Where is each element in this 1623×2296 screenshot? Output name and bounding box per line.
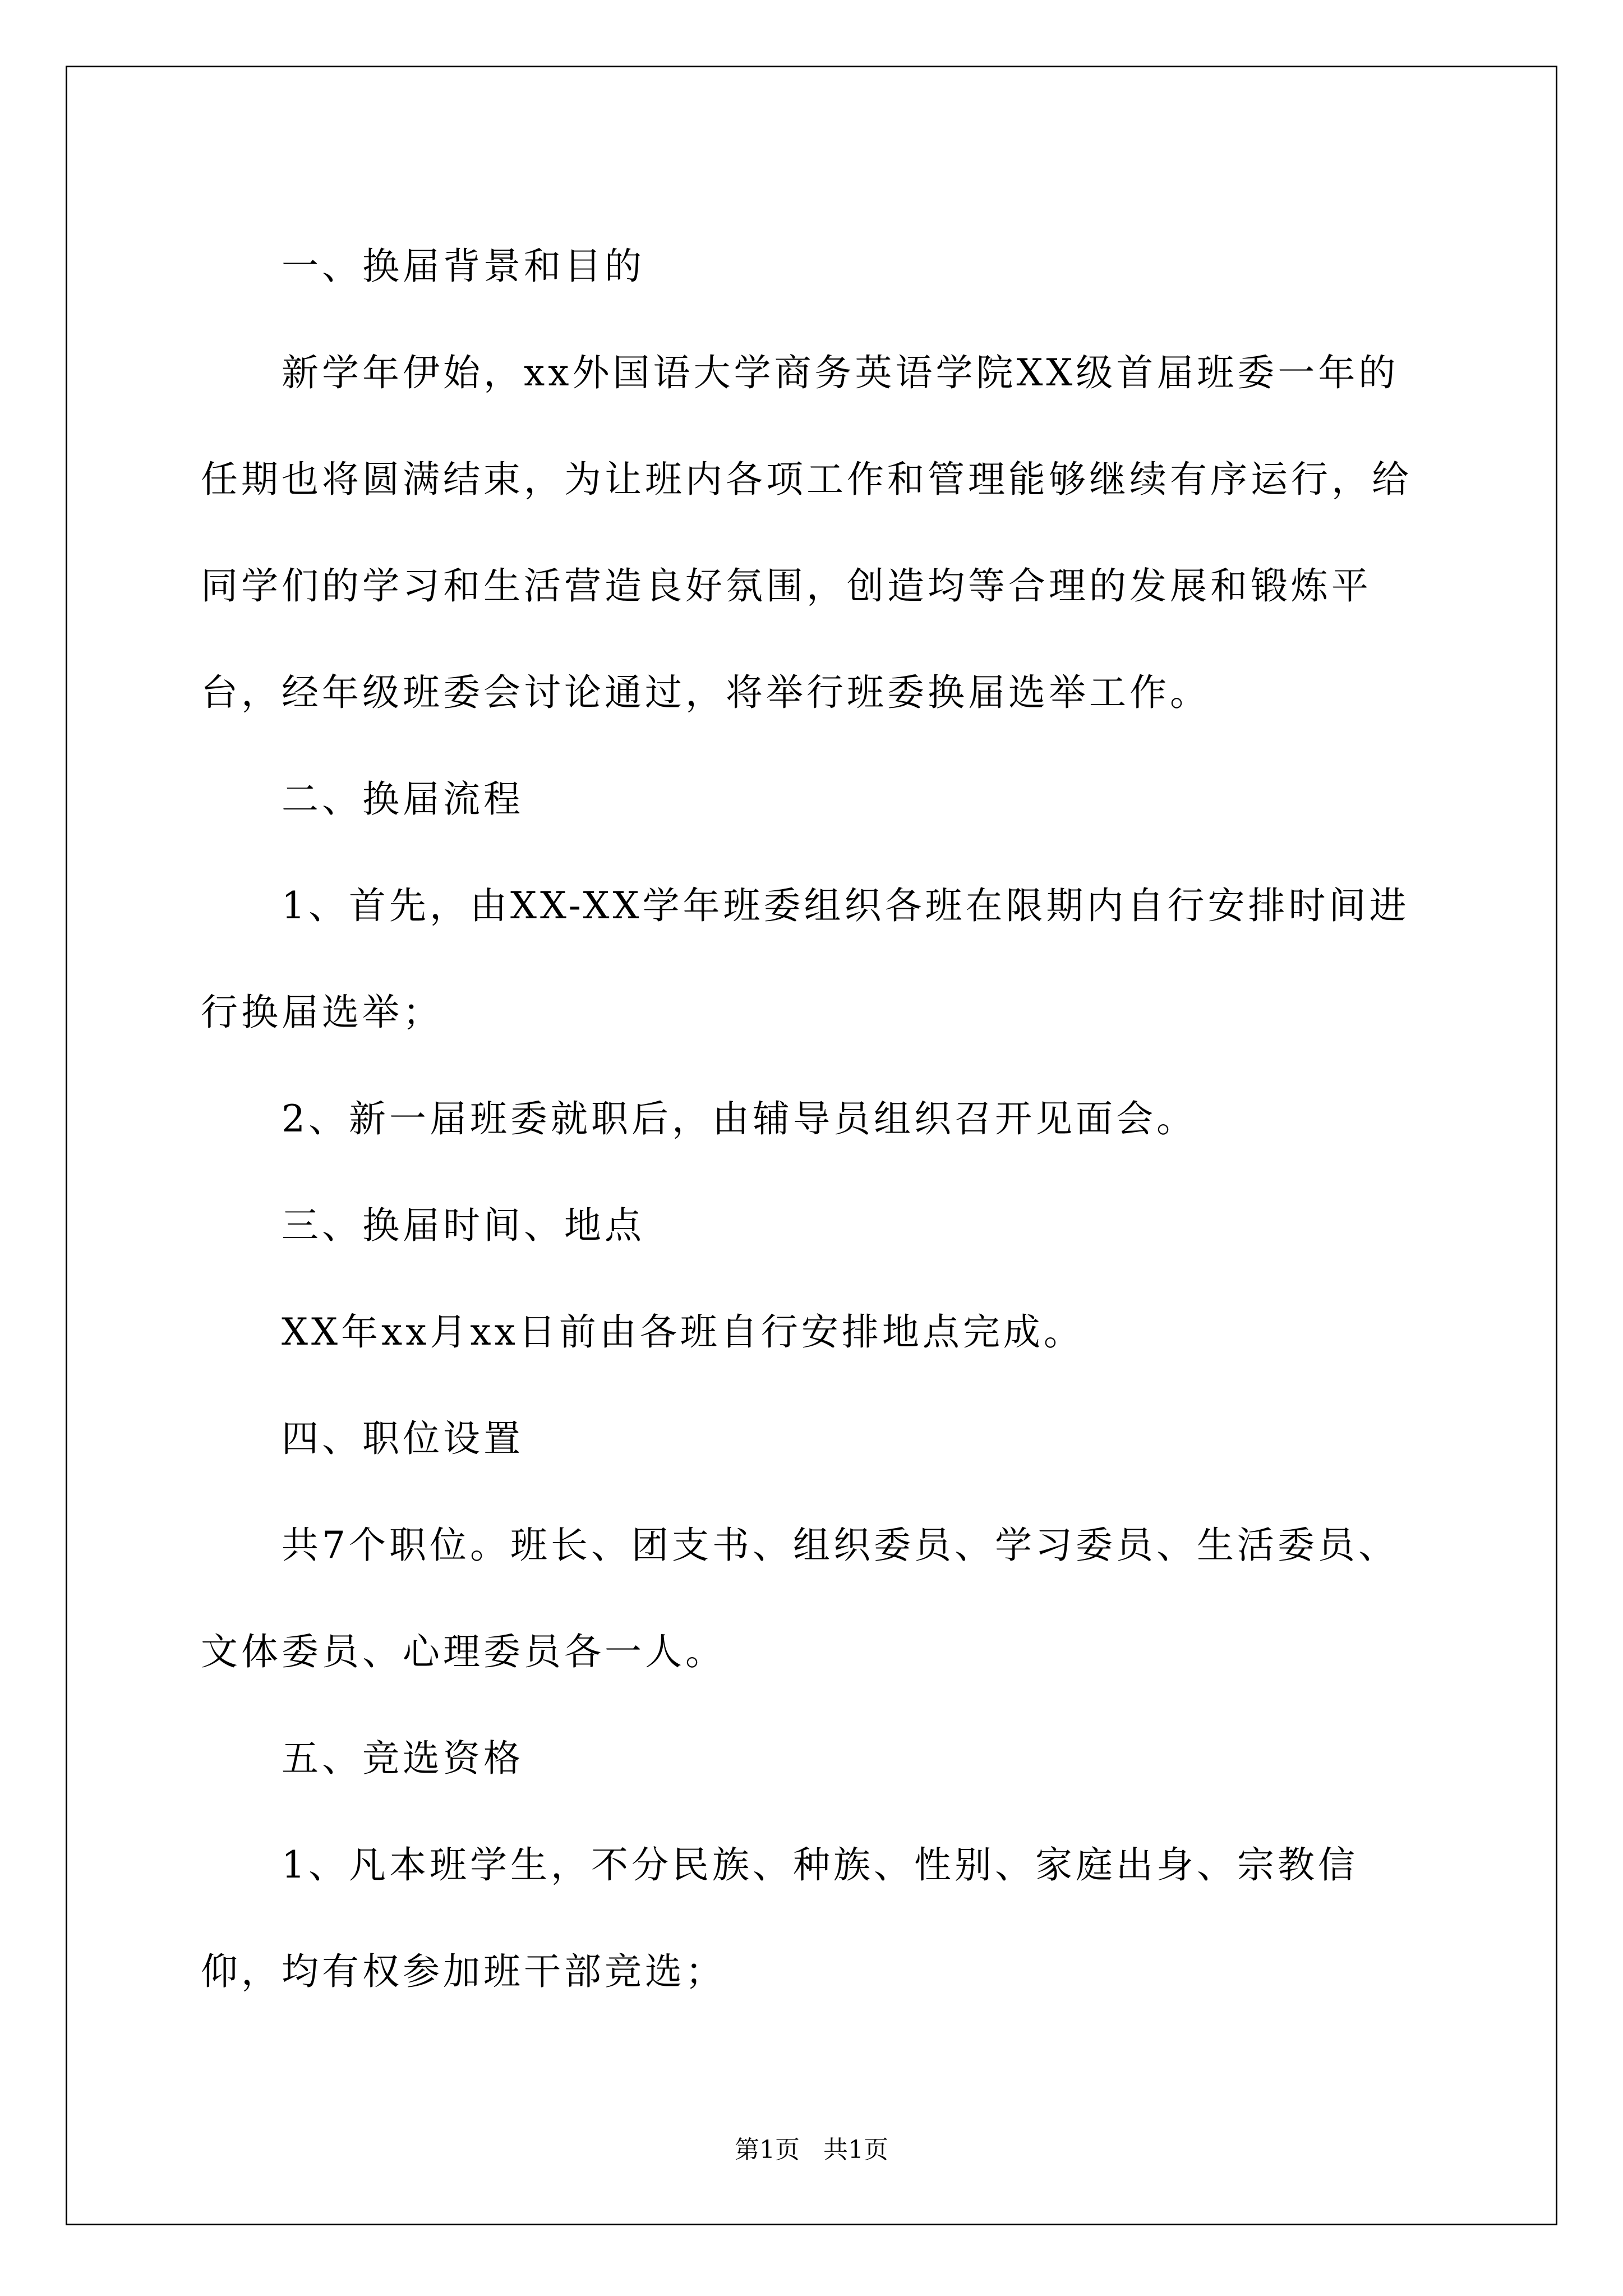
page-number-current: 第1页 [735, 2136, 800, 2164]
heading-1: 一、换届背景和目的 [282, 245, 645, 288]
paragraph-time-place: XX年xx月xx日前由各班自行安排地点完成。 [282, 1310, 1084, 1354]
heading-2: 二、换届流程 [282, 777, 524, 821]
paragraph-process-2: 2、新一届班委就职后，由辅导员组织召开见面会。 [282, 1097, 1197, 1140]
heading-3: 三、换届时间、地点 [282, 1204, 645, 1247]
paragraph-background: 新学年伊始，xx外国语大学商务英语学院XX级首届班委一年的任期也将圆满结束，为让班内各项工作和管理能够继续有序运行，给同学们的学习和生活营造良好氛围，创造均等合理的发展和锻炼平台，经年级班委会讨论通过，将举行班委换届选举工作。 [201, 351, 1412, 714]
paragraph-positions: 共7个职位。班长、团支书、组织委员、学习委员、生活委员、文体委员、心理委员各一人。 [201, 1524, 1399, 1673]
heading-4: 四、职位设置 [282, 1417, 524, 1460]
page-footer [0, 2129, 1623, 2165]
page-number-total: 共1页 [823, 2136, 888, 2164]
heading-5: 五、竞选资格 [282, 1737, 524, 1780]
paragraph-eligibility-1: 1、凡本班学生，不分民族、种族、性别、家庭出身、宗教信仰，均有权参加班干部竞选； [201, 1843, 1358, 1993]
paragraph-process-1: 1、首先，由XX-XX学年班委组织各班在限期内自行安排时间进行换届选举； [201, 884, 1410, 1034]
document-body [201, 213, 1435, 2025]
